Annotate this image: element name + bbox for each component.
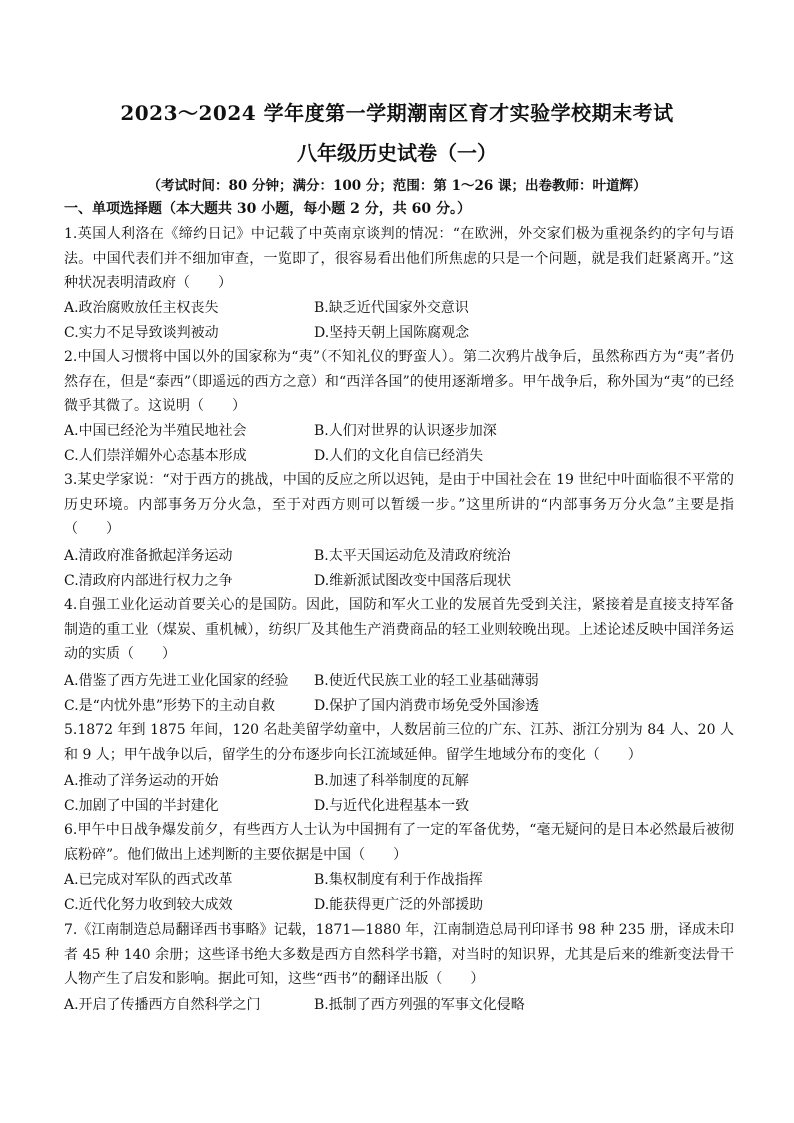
question-2-option-c[interactable]: C.人们崇洋媚外心态基本形成 <box>64 447 247 464</box>
question-5-stem: 5.1872 年到 1875 年间，120 名赴美留学幼童中，人数居前三位的广东、江苏、浙江分别为 84 人、20 人和 9 人；甲午战争以后，留学生的分布逐步向长江流域延伸。留学生地域分布的变化（ ） <box>64 722 734 763</box>
question-3-stem: 3.某史学家说：“对于西方的挑战，中国的反应之所以迟钝，是由于中国社会在 19 世纪中叶面临很不平常的历史环境。内部事务万分火急，至于对西方则可以暂缓一步。”这里所讲的“内部事务万分火急”主要是指（ ） <box>64 472 734 538</box>
question-6-option-d[interactable]: D.能获得更广泛的外部援助 <box>314 896 484 913</box>
question-3-option-c[interactable]: C.清政府内部进行权力之争 <box>64 572 233 589</box>
question-6-option-a[interactable]: A.已完成对军队的西式改革 <box>64 872 233 888</box>
question-1-option-c[interactable]: C.实力不足导致谈判被动 <box>64 324 219 341</box>
question-1-option-d[interactable]: D.坚持天朝上国陈腐观念 <box>314 324 470 341</box>
question-6-option-c[interactable]: C.近代化努力收到较大成效 <box>64 896 233 913</box>
question-7-stem: 7.《江南制造总局翻译西书事略》记载，1871—1880 年，江南制造总局刊印译书 98 种 235 册，译成未印者 45 种 140 余册；这些译书绝大多数是西方自然科学书籍，对当时的知识界，尤其是后来的维新变法骨干人物产生了启发和影响。据此可知，这些“西书”的翻译出版（ ） <box>64 922 734 988</box>
question-2-option-b[interactable]: B.人们对世界的认识逐步加深 <box>314 423 497 439</box>
section-heading: 一、单项选择题（本大题共 30 小题，每小题 2 分，共 60 分。） <box>64 201 471 217</box>
question-3-option-a[interactable]: A.清政府准备掀起洋务运动 <box>64 548 233 564</box>
question-1-stem: 1.英国人利洛在《缔约日记》中记载了中英南京谈判的情况：“在欧洲，外交家们极为重视条约的字句与语法。中国代表们并不细加审查，一览即了，很容易看出他们所焦虑的只是一个问题，就是我们赶紧离开。”这种状况表明清政府（ ） <box>64 226 734 292</box>
question-5-option-b[interactable]: B.加速了科举制度的瓦解 <box>314 773 469 789</box>
question-4-stem: 4.自强工业化运动首要关心的是国防。因此，国防和军火工业的发展首先受到关注，紧接着是直接支持军备制造的重工业（煤炭、重机械），纺织厂及其他生产消费商品的轻工业则较晚出现。上述论述反映中国洋务运动的实质（ ） <box>64 597 734 663</box>
question-4-option-d[interactable]: D.保护了国内消费市场免受外国渗透 <box>314 697 540 714</box>
question-4-option-c[interactable]: C.是“内忧外患”形势下的主动自救 <box>64 697 275 714</box>
question-2-stem: 2.中国人习惯将中国以外的国家称为“夷”（不知礼仪的野蛮人）。第二次鸦片战争后，虽然称西方为“夷”者仍然存在，但是“泰西”（即遥远的西方之意）和“西洋各国”的使用逐渐增多。甲午战争后，称外国为“夷”的已经微乎其微了。这说明（ ） <box>64 349 734 415</box>
question-1-option-b[interactable]: B.缺乏近代国家外交意识 <box>314 300 469 316</box>
question-5-option-d[interactable]: D.与近代化进程基本一致 <box>314 797 470 814</box>
question-4-option-a[interactable]: A.借鉴了西方先进工业化国家的经验 <box>64 673 289 689</box>
question-7-option-b[interactable]: B.抵制了西方列强的军事文化侵略 <box>314 997 525 1013</box>
question-2-option-d[interactable]: D.人们的文化自信已经消失 <box>314 447 484 464</box>
question-6-stem: 6.甲午中日战争爆发前夕，有些西方人士认为中国拥有了一定的军备优势，“毫无疑问的是日本必然最后被彻底粉碎”。他们做出上述判断的主要依据是中国（ ） <box>64 822 734 863</box>
question-3-option-d[interactable]: D.维新派试图改变中国落后现状 <box>314 572 512 589</box>
question-2-option-a[interactable]: A.中国已经沦为半殖民地社会 <box>64 423 247 439</box>
question-4-option-b[interactable]: B.使近代民族工业的轻工业基础薄弱 <box>314 673 539 689</box>
exam-title: 2023～2024 学年度第一学期潮南区育才实验学校期末考试 <box>120 101 674 125</box>
exam-subtitle: 八年级历史试卷（一） <box>297 141 497 165</box>
question-7-option-a[interactable]: A.开启了传播西方自然科学之门 <box>64 997 261 1013</box>
question-5-option-c[interactable]: C.加剧了中国的半封建化 <box>64 797 219 814</box>
question-1-option-a[interactable]: A.政治腐败放任主权丧失 <box>64 300 219 316</box>
question-3-option-b[interactable]: B.太平天国运动危及清政府统治 <box>314 548 511 564</box>
question-5-option-a[interactable]: A.推动了洋务运动的开始 <box>64 773 219 789</box>
question-6-option-b[interactable]: B.集权制度有利于作战指挥 <box>314 872 483 888</box>
exam-info: （考试时间：80 分钟；满分：100 分；范围：第 1～26 课；出卷教师：叶道辉） <box>147 178 647 194</box>
